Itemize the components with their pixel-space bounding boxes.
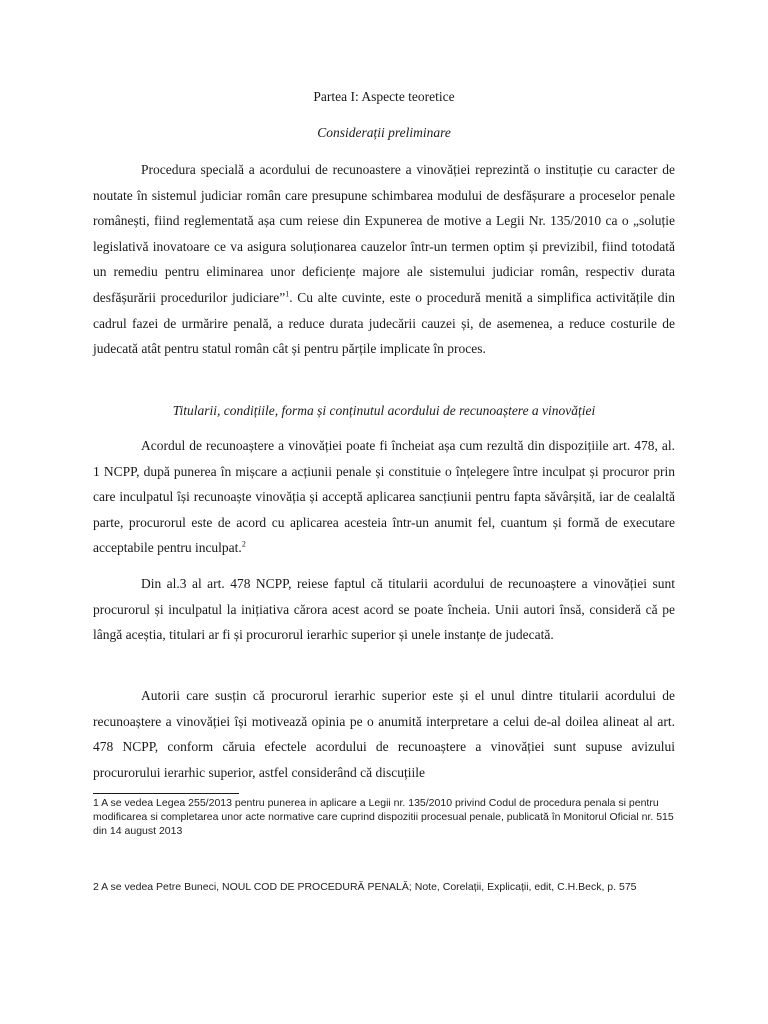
footnote-separator (93, 793, 239, 794)
paragraph-2-text: Acordul de recunoaștere a vinovăției poate fi încheiat așa cum rezultă din dispozițiile art. 478, al. 1 NCPP, după punerea în mișcare a acțiunii penale și constituie o înțelegere între inculpat și procuror prin care inculpatul își recunoaște vinovăția și acceptă aplicarea sancțiunii pentru fapta săvârșită, iar de cealaltă parte, procurorul este de acord cu aplicarea acesteia într-un anumit fel, cuantum și formă de executare acceptabile pentru inculpat. (93, 438, 675, 556)
footnote-1: 1 A se vedea Legea 255/2013 pentru punerea in aplicare a Legii nr. 135/2010 privind Codul de procedura penala si pentru modificarea si completarea unor acte normative care cuprind dispozitii procesual penale, publicată în Monitorul Oficial nr. 515 din 14 august 2013 (93, 797, 674, 837)
paragraph-1 (93, 157, 675, 362)
part-title: Partea I: Aspecte teoretice (313, 89, 455, 104)
paragraph-2 (93, 433, 675, 561)
paragraph-3: Din al.3 al art. 478 NCPP, reiese faptul că titularii acordului de recunoaștere a vinovăției sunt procurorul și inculpatul la inițiativa cărora acest acord se poate încheia. Unii autori însă, consideră că pe lângă aceștia, titulari ar fi și procurorul ierarhic superior și unele instanțe de judecată. (93, 576, 675, 643)
section-title-preliminary: Considerații preliminare (317, 125, 451, 140)
paragraph-4: Autorii care susțin că procurorul ierarhic superior este și el unul dintre titularii acordului de recunoaștere a vinovăției își motivează opinia pe o anumită interpretare a celui de-al doilea alineat al art. 478 NCPP, conform căruia efectele acordului de recunoaștere a vinovăției sunt supuse avizului procurorului ierarhic superior, astfel considerând că discuțiile (93, 688, 675, 780)
footnote-ref-2[interactable]: 2 (241, 539, 246, 549)
section-title-holders: Titularii, condițiile, forma și conținutul acordului de recunoaștere a vinovăției (172, 403, 596, 418)
paragraph-1-text: Procedura specială a acordului de recunoastere a vinovăției reprezintă o instituție cu caracter de noutate în sistemul judiciar român care presupune schimbarea modului de desfășurare a proceselor penale românești, fiind reglementată așa cum reiese din Expunerea de motive a Legii Nr. 135/2010 ca o „soluție legislativă inovatoare ce va asigura soluționarea cauzelor într-un termen optim și previzibil, fiind totodată un remediu pentru eliminarea unor deficiențe majore ale sistemului judiciar român, respectiv durata desfășurării procedurilor judiciare” (93, 162, 675, 305)
paragraph-1-tail: . Cu alte cuvinte, este o procedură menită a simplifica activitățile din cadrul fazei de urmărire penală, a reduce durata judecării cauzei și, de asemenea, a reduce costurile de judecată atât pentru statul român cât și pentru părțile implicate în proces. (93, 289, 675, 357)
footnote-ref-1[interactable]: 1 (285, 289, 290, 299)
footnote-2: 2 A se vedea Petre Buneci, NOUL COD DE PROCEDURĂ PENALĂ; Note, Corelații, Explicații, edit, C.H.Beck, p. 575 (93, 881, 637, 893)
